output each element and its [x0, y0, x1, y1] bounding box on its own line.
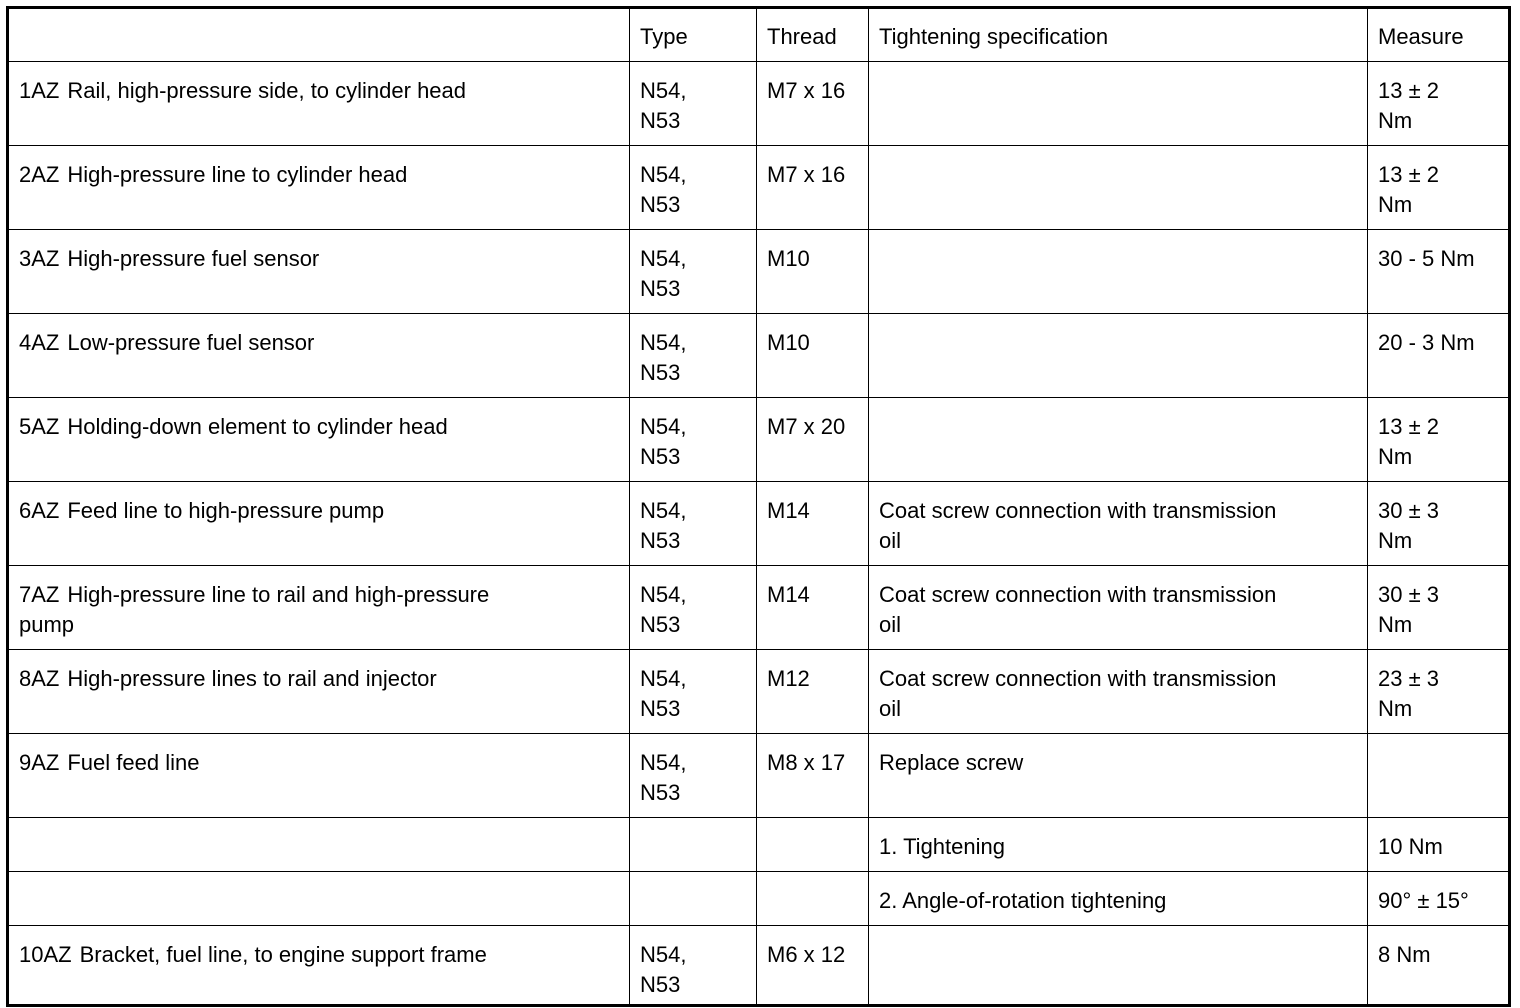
- measure-cell: [1368, 230, 1510, 314]
- thread-cell: M12: [757, 650, 869, 734]
- thread-cell: M14: [757, 482, 869, 566]
- measure-value: 30 - 5 Nm: [1378, 246, 1475, 271]
- thread-cell: M10: [757, 230, 869, 314]
- row-id: 4AZ: [19, 330, 60, 355]
- position-cell: [8, 650, 630, 734]
- type-cell: [630, 146, 757, 230]
- row-id: 1AZ: [19, 78, 60, 103]
- type-line: N53: [640, 972, 681, 997]
- spec-line: oil: [879, 528, 902, 553]
- measure-unit: Nm: [1378, 528, 1413, 553]
- row-id: 2AZ: [19, 162, 60, 187]
- row-description: Feed line to high-pressure pump: [67, 498, 385, 523]
- thread-cell: M8 x 17: [757, 734, 869, 818]
- table-row: [8, 650, 1510, 734]
- measure-value: 13 ± 2: [1378, 78, 1440, 103]
- row-description: Rail, high-pressure side, to cylinder head: [67, 78, 467, 103]
- spec-cell: [869, 314, 1368, 398]
- measure-cell: [1368, 566, 1510, 650]
- measure-value: 20 - 3 Nm: [1378, 330, 1475, 355]
- measure-unit: Nm: [1378, 612, 1413, 637]
- position-cell: [8, 566, 630, 650]
- measure-cell: [1368, 398, 1510, 482]
- row-description: High-pressure lines to rail and injector: [67, 666, 437, 691]
- type-cell: [630, 566, 757, 650]
- measure-value: 30 ± 3: [1378, 498, 1440, 523]
- table-row: [8, 314, 1510, 398]
- row-id: 6AZ: [19, 498, 60, 523]
- spec-cell: [869, 62, 1368, 146]
- row-description: High-pressure line to rail and high-pressure: [67, 582, 490, 607]
- row-id: 5AZ: [19, 414, 60, 439]
- spec-cell: [869, 398, 1368, 482]
- thread-cell: M7 x 16: [757, 62, 869, 146]
- thread-cell: M6 x 12: [757, 926, 869, 1006]
- measure-unit: Nm: [1378, 108, 1413, 133]
- spec-cell: [869, 818, 1368, 872]
- row-id: 3AZ: [19, 246, 60, 271]
- table-row: [8, 230, 1510, 314]
- thread-cell: M10: [757, 314, 869, 398]
- spec-cell: [869, 926, 1368, 1006]
- spec-line: 1. Tightening: [879, 834, 1005, 859]
- type-cell: [630, 482, 757, 566]
- header-position: [8, 8, 630, 62]
- thread-cell: M7 x 20: [757, 398, 869, 482]
- row-id: 9AZ: [19, 750, 60, 775]
- table-row: [8, 872, 1510, 926]
- row-description: High-pressure line to cylinder head: [67, 162, 408, 187]
- spec-line: oil: [879, 696, 902, 721]
- table-row: [8, 62, 1510, 146]
- row-description: Bracket, fuel line, to engine support frame: [79, 942, 487, 967]
- type-line: N54,: [640, 750, 687, 775]
- type-line: N53: [640, 276, 681, 301]
- measure-value: 13 ± 2: [1378, 162, 1440, 187]
- row-description: High-pressure fuel sensor: [67, 246, 320, 271]
- measure-cell: [1368, 818, 1510, 872]
- position-cell: [8, 314, 630, 398]
- table-header-row: [8, 8, 1510, 62]
- table-row: [8, 146, 1510, 230]
- measure-value: 90° ± 15°: [1378, 888, 1469, 913]
- measure-cell: [1368, 314, 1510, 398]
- measure-value: 23 ± 3: [1378, 666, 1440, 691]
- row-id: 10AZ: [19, 942, 72, 967]
- spec-line: Replace screw: [879, 750, 1024, 775]
- spec-line: 2. Angle-of-rotation tightening: [879, 888, 1167, 913]
- type-cell: [630, 650, 757, 734]
- type-cell: [630, 872, 757, 926]
- header-thread: Thread: [757, 8, 869, 62]
- measure-cell: [1368, 926, 1510, 1006]
- position-cell: [8, 818, 630, 872]
- measure-cell: [1368, 482, 1510, 566]
- type-line: N54,: [640, 330, 687, 355]
- torque-spec-table: [6, 6, 1511, 1007]
- position-cell: [8, 734, 630, 818]
- spec-cell: [869, 146, 1368, 230]
- table-row: [8, 398, 1510, 482]
- measure-cell: [1368, 62, 1510, 146]
- type-line: N53: [640, 528, 681, 553]
- row-description-cont: pump: [19, 612, 75, 637]
- table-row: [8, 734, 1510, 818]
- spec-line: oil: [879, 612, 902, 637]
- row-description: Low-pressure fuel sensor: [67, 330, 315, 355]
- position-cell: [8, 926, 630, 1006]
- measure-value: 10 Nm: [1378, 834, 1443, 859]
- header-type: Type: [630, 8, 757, 62]
- type-line: N54,: [640, 582, 687, 607]
- type-line: N54,: [640, 498, 687, 523]
- position-cell: [8, 872, 630, 926]
- type-cell: [630, 926, 757, 1006]
- measure-unit: Nm: [1378, 696, 1413, 721]
- type-cell: [630, 734, 757, 818]
- spec-cell: [869, 872, 1368, 926]
- type-line: N54,: [640, 414, 687, 439]
- table-row: [8, 482, 1510, 566]
- type-line: N54,: [640, 942, 687, 967]
- type-cell: [630, 62, 757, 146]
- type-line: N54,: [640, 162, 687, 187]
- spec-line: Coat screw connection with transmission: [879, 666, 1277, 691]
- position-cell: [8, 482, 630, 566]
- row-description: Holding-down element to cylinder head: [67, 414, 448, 439]
- header-spec: Tightening specification: [869, 8, 1368, 62]
- row-description: Fuel feed line: [67, 750, 200, 775]
- spec-cell: [869, 650, 1368, 734]
- position-cell: [8, 146, 630, 230]
- position-cell: [8, 62, 630, 146]
- row-id: 8AZ: [19, 666, 60, 691]
- type-line: N53: [640, 612, 681, 637]
- spec-cell: [869, 566, 1368, 650]
- type-line: N53: [640, 360, 681, 385]
- measure-cell: [1368, 146, 1510, 230]
- thread-cell: M14: [757, 566, 869, 650]
- measure-unit: Nm: [1378, 192, 1413, 217]
- spec-line: Coat screw connection with transmission: [879, 498, 1277, 523]
- type-line: N54,: [640, 246, 687, 271]
- measure-value: 13 ± 2: [1378, 414, 1440, 439]
- spec-cell: [869, 230, 1368, 314]
- spec-cell: [869, 734, 1368, 818]
- type-line: N53: [640, 696, 681, 721]
- type-line: N54,: [640, 78, 687, 103]
- thread-cell: [757, 872, 869, 926]
- measure-cell: [1368, 734, 1510, 818]
- type-line: N53: [640, 192, 681, 217]
- type-line: N53: [640, 108, 681, 133]
- measure-cell: [1368, 650, 1510, 734]
- table-row: [8, 566, 1510, 650]
- row-id: 7AZ: [19, 582, 60, 607]
- spec-cell: [869, 482, 1368, 566]
- measure-value: 30 ± 3: [1378, 582, 1440, 607]
- type-cell: [630, 818, 757, 872]
- type-line: N53: [640, 780, 681, 805]
- type-line: N54,: [640, 666, 687, 691]
- measure-value: 8 Nm: [1378, 942, 1431, 967]
- type-cell: [630, 230, 757, 314]
- table-row: [8, 818, 1510, 872]
- thread-cell: M7 x 16: [757, 146, 869, 230]
- type-cell: [630, 398, 757, 482]
- position-cell: [8, 230, 630, 314]
- thread-cell: [757, 818, 869, 872]
- spec-line: Coat screw connection with transmission: [879, 582, 1277, 607]
- measure-unit: Nm: [1378, 444, 1413, 469]
- type-cell: [630, 314, 757, 398]
- position-cell: [8, 398, 630, 482]
- measure-cell: [1368, 872, 1510, 926]
- type-line: N53: [640, 444, 681, 469]
- table-row: [8, 926, 1510, 1006]
- header-measure: Measure: [1368, 8, 1510, 62]
